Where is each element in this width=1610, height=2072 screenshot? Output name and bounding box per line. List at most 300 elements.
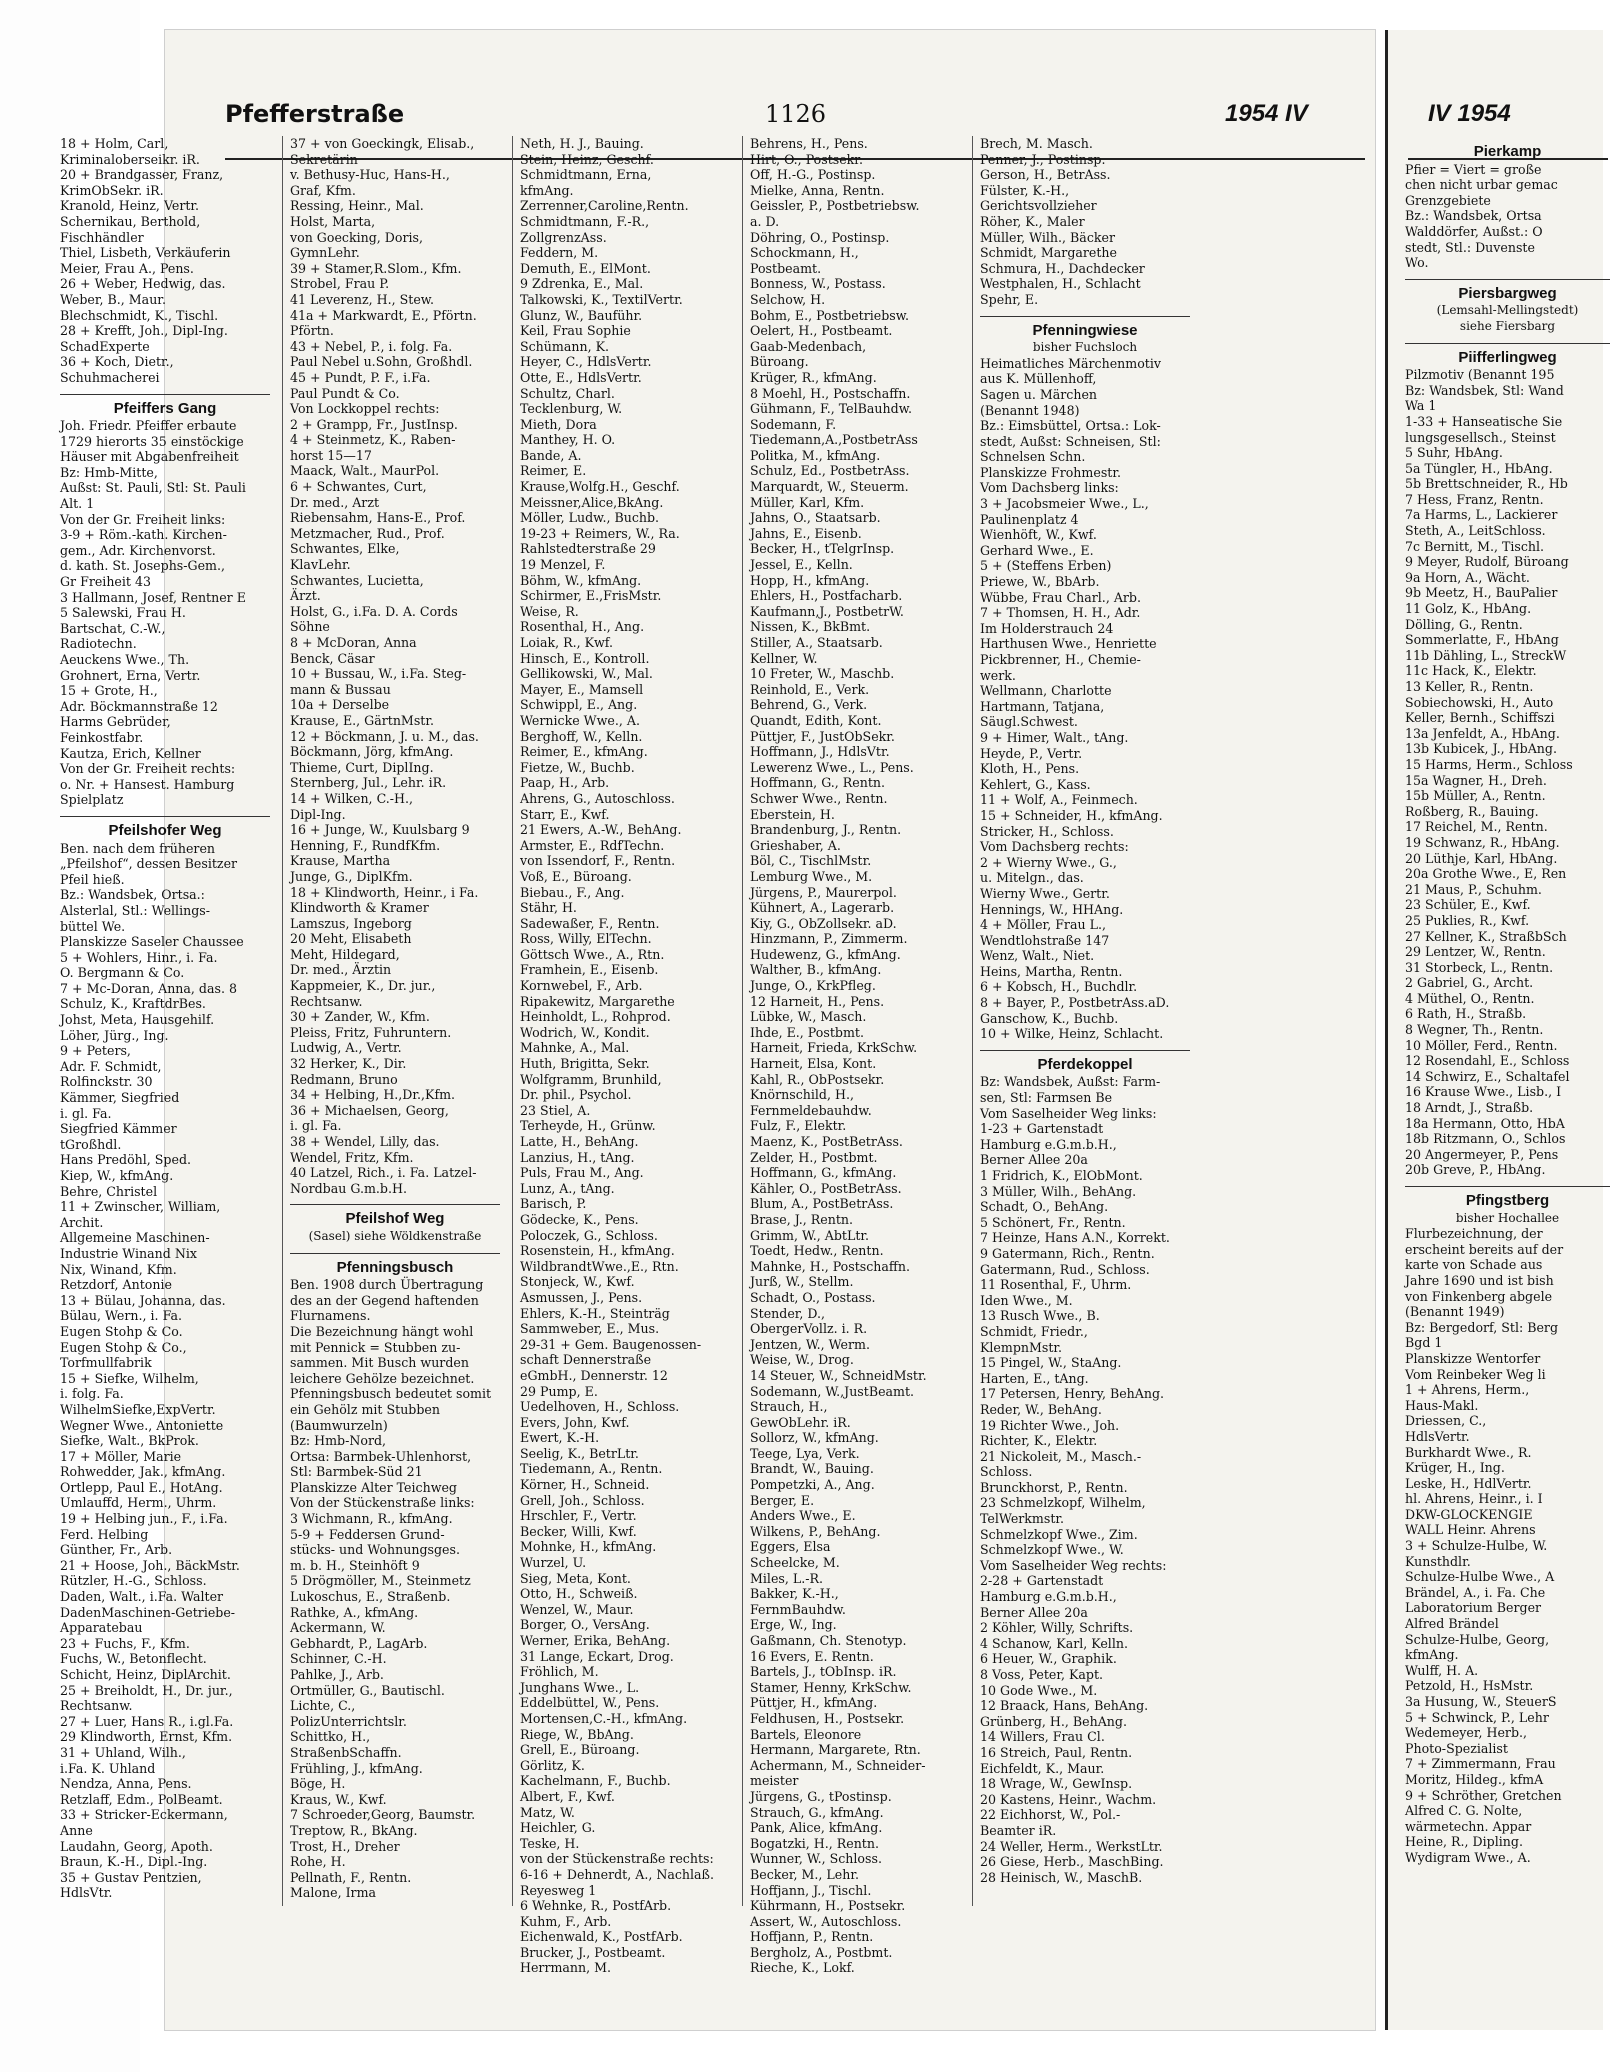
directory-entry: Eggers, Elsa (750, 1539, 831, 1555)
directory-entry: 26 Giese, Herb., MaschBing. (980, 1854, 1164, 1870)
directory-entry: Photo-Spezialist (1405, 1740, 1508, 1756)
directory-entry: Zelder, H., Postbmt. (750, 1149, 878, 1165)
directory-entry: Sodemann, W.,JustBeamt. (750, 1383, 915, 1399)
directory-entry: Wydigram Wwe., A. (1405, 1849, 1531, 1865)
directory-entry: Bz.: Eimsbüttel, Ortsa.: Lok- (980, 418, 1161, 434)
directory-entry: 15b Müller, A., Rentn. (1405, 788, 1546, 804)
directory-entry: Laudahn, Georg, Apoth. (60, 1838, 213, 1854)
directory-entry: Kührmann, H., Postsekr. (750, 1898, 906, 1914)
directory-entry: Krause, Martha (290, 853, 391, 869)
directory-entry: Blum, A., PostBetrAss. (750, 1196, 894, 1212)
directory-entry: Kiep, W., kfmAng. (60, 1168, 174, 1183)
directory-entry: 31 Storbeck, L., Rentn. (1405, 959, 1554, 975)
directory-entry: Gebhardt, P., LagArb. (290, 1635, 428, 1651)
directory-entry: 34 + Helbing, H.,Dr.,Kfm. (290, 1087, 456, 1103)
directory-entry: 3 + Jacobsmeier Wwe., L., (980, 496, 1149, 512)
directory-entry: Pfeil hieß. (60, 871, 125, 887)
directory-entry: Riege, W., BbAng. (520, 1726, 634, 1742)
directory-entry: Strobel, Frau P. (290, 276, 390, 292)
directory-entry: Vom Dachsberg rechts: (980, 839, 1129, 855)
directory-entry: Albert, F., Kwf. (520, 1788, 615, 1804)
directory-entry: Gerson, H., BetrAss. (980, 167, 1111, 183)
directory-entry: Bz.: Wandsbek, Ortsa (1405, 208, 1542, 224)
directory-entry: 7 + Zimmermann, Frau (1405, 1756, 1556, 1772)
directory-entry: Anders Wwe., E. (750, 1508, 856, 1524)
directory-entry: Ahrens, G., Autoschloss. (520, 790, 675, 806)
directory-entry: Bgd 1 (1405, 1335, 1443, 1351)
directory-entry: 19-23 + Reimers, W., Ra. (520, 525, 680, 541)
directory-entry: 6 + Kobsch, H., Buchdlr. (980, 979, 1138, 995)
directory-entry: 20 Meht, Elisabeth (290, 931, 412, 947)
directory-entry: Eugen Stohp & Co. (60, 1323, 183, 1339)
directory-entry: Schwippl, E., Ang. (520, 697, 638, 713)
directory-entry: Bz: Hmb-Mitte, (60, 464, 158, 480)
directory-entry: i. gl. Fa. (60, 1105, 112, 1121)
directory-entry: GymnLehr. (290, 245, 360, 261)
directory-entry: Sternberg, Jul., Lehr. iR. (290, 775, 447, 791)
directory-entry: 9 Gatermann, Rich., Rentn. (980, 1245, 1155, 1261)
column-6 (1405, 136, 1610, 1906)
directory-entry: Von der Gr. Freiheit links: (60, 511, 226, 527)
directory-entry: Schinner, C.-H. (290, 1651, 387, 1667)
directory-entry: 11 Golz, K., HbAng. (1405, 601, 1532, 617)
directory-entry: Loiak, R., Kwf. (520, 635, 614, 650)
directory-entry: Kappmeier, K., Dr. jur., (290, 978, 436, 994)
directory-entry: Pfier = Viert = große (1405, 161, 1542, 177)
directory-entry: Vom Reinbeker Weg li (1405, 1366, 1546, 1382)
directory-entry: Pickbrenner, H., Chemie- (980, 652, 1141, 667)
directory-entry: Heimatliches Märchenmotiv (980, 355, 1161, 371)
directory-entry: Harneit, Elsa, Kont. (750, 1056, 877, 1072)
directory-entry: 18 Arndt, J., Straßb. (1405, 1100, 1534, 1116)
directory-entry: Schmelzkopf Wwe., W. (980, 1542, 1124, 1558)
directory-entry: Die Bezeichnung hängt wohl (290, 1323, 474, 1339)
directory-entry: Torfmullfabrik (60, 1355, 152, 1371)
directory-entry: Wo. (1405, 255, 1429, 271)
directory-entry: Latte, H., BehAng. (520, 1134, 639, 1149)
directory-entry: Zerrenner,Caroline,Rentn. (520, 198, 689, 214)
directory-entry: Heyde, P., Vertr. (980, 745, 1083, 761)
directory-entry: Siefke, Walt., BkProk. (60, 1433, 199, 1449)
directory-entry: Harten, E., tAng. (980, 1370, 1089, 1386)
directory-entry: (Baumwurzeln) (290, 1417, 388, 1433)
directory-entry: Bz.: Wandsbek, Ortsa.: (60, 887, 205, 903)
directory-entry: Becker, M., Lehr. (750, 1866, 859, 1882)
directory-entry: 11 + Wolf, A., Feinmech. (980, 792, 1138, 808)
directory-entry: Behre, Christel (60, 1183, 158, 1199)
directory-entry: Johst, Meta, Hausgehilf. (60, 1012, 215, 1028)
directory-entry: Görlitz, K. (520, 1757, 585, 1773)
directory-entry: Schadt, O., Postass. (750, 1289, 876, 1305)
directory-entry: meister (750, 1773, 799, 1789)
directory-entry: 5b Brettschneider, R., Hb (1405, 476, 1568, 492)
directory-entry: 19 Schwanz, R., HbAng. (1405, 834, 1560, 850)
directory-entry: Hopp, H., kfmAng. (750, 572, 870, 588)
directory-entry: Sadewaßer, F., Rentn. (520, 915, 660, 931)
directory-entry: Holst, G., i.Fa. D. A. Cords (290, 603, 458, 619)
directory-entry: Wodrich, W., Kondit. (520, 1024, 650, 1040)
directory-entry: Wierny Wwe., Gertr. (980, 885, 1110, 901)
directory-entry: Stähr, H. (520, 900, 577, 916)
directory-entry: Krause,Wolfg.H., Geschf. (520, 479, 680, 495)
directory-entry: 9 + Peters, (60, 1043, 131, 1059)
directory-entry: WildbrandtWwe.,E., Rtn. (520, 1258, 679, 1274)
directory-entry: Alt. 1 (60, 496, 95, 512)
directory-entry: Huth, Brigitta, Sekr. (520, 1056, 650, 1072)
directory-entry: 9 Meyer, Rudolf, Büroang (1405, 554, 1569, 570)
street-subheading: bisher Hochallee (1455, 1210, 1560, 1225)
street-heading: Pfeilshofer Weg (60, 816, 270, 839)
directory-entry: 18a Hermann, Otto, HbA (1405, 1115, 1565, 1131)
directory-entry: Lemburg Wwe., M. (750, 868, 873, 884)
directory-entry: 5 + Wohlers, Hinr., i. Fa. (60, 949, 218, 965)
directory-entry: 10 Möller, Ferd., Rentn. (1405, 1037, 1558, 1053)
directory-entry: 6-16 + Dehnerdt, A., Nachlaß. (520, 1866, 714, 1882)
directory-entry: Rohwedder, Jak., kfmAng. (60, 1464, 226, 1480)
directory-entry: Starr, E., Kwf. (520, 806, 610, 822)
column-divider (512, 136, 513, 1906)
directory-entry: Steth, A., LeitSchloss. (1405, 523, 1546, 539)
directory-entry: 32 Herker, K., Dir. (290, 1056, 407, 1072)
directory-entry: Kraus, W., Kwf. (290, 1791, 387, 1807)
directory-entry: 20 + Brandgasser, Franz, (60, 167, 224, 183)
directory-entry: Schulze-Hulbe, Georg, (1405, 1631, 1550, 1647)
directory-entry: Grohnert, Erna, Vertr. (60, 667, 201, 683)
directory-entry: 14 Willers, Frau Cl. (980, 1729, 1105, 1745)
directory-entry: Terheyde, H., Grünw. (520, 1118, 656, 1134)
directory-entry: Frühling, J., kfmAng. (290, 1760, 423, 1776)
directory-entry: Wulff, H. A. (1405, 1662, 1479, 1678)
directory-entry: Puls, Frau M., Ang. (520, 1165, 644, 1181)
directory-entry: Sobiechowski, H., Auto (1405, 694, 1554, 710)
directory-entry: Henning, F., RundfKfm. (290, 837, 441, 853)
directory-entry: 7c Bernitt, M., Tischl. (1405, 538, 1545, 554)
directory-entry: Reimer, E. (520, 463, 587, 479)
directory-entry: Außst: St. Pauli, Stl: St. Pauli (60, 480, 246, 496)
directory-entry: Schernikau, Berthold, (60, 213, 201, 229)
directory-entry: 5-9 + Feddersen Grund- (290, 1526, 445, 1542)
directory-entry: Brunckhorst, P., Rentn. (980, 1479, 1128, 1495)
directory-entry: Brucker, J., Postbeamt. (520, 1944, 666, 1960)
street-subheading: bisher Fuchsloch (1032, 340, 1138, 355)
directory-entry: Alfred Brändel (1405, 1616, 1499, 1632)
directory-entry: Grell, Joh., Schloss. (520, 1492, 645, 1508)
directory-entry: Dr. med., Arzt (290, 494, 380, 510)
directory-entry: 28 Heinisch, W., MaschB. (980, 1869, 1143, 1885)
directory-entry: 5a Tüngler, H., HbAng. (1405, 460, 1553, 476)
directory-entry: Grünberg, H., BehAng. (980, 1713, 1127, 1729)
directory-entry: Mortensen,C.-H., kfmAng. (520, 1710, 688, 1726)
column-1 (60, 136, 270, 1906)
directory-entry: Paulinenplatz 4 (980, 511, 1079, 527)
directory-entry: Meissner,Alice,BkAng. (520, 494, 664, 510)
directory-entry: Schmidt, Margarethe (980, 245, 1117, 261)
directory-entry: Spielplatz (60, 792, 124, 808)
column-2 (290, 136, 500, 1906)
directory-entry: Berger, E. (750, 1492, 815, 1508)
directory-entry: Wellmann, Charlotte (980, 683, 1112, 699)
directory-entry: Von der Gr. Freiheit rechts: (60, 761, 236, 777)
directory-entry: Rosenstein, H., kfmAng. (520, 1243, 675, 1259)
directory-entry: KrimObSekr. iR. (60, 182, 164, 198)
directory-entry: Kornwebel, F., Arb. (520, 978, 643, 994)
directory-entry: Jürgens, P., Maurerpol. (750, 884, 897, 900)
directory-entry: Rolfinckstr. 30 (60, 1074, 153, 1090)
directory-entry: Brandenburg, J., Rentn. (750, 822, 902, 838)
directory-entry: Bz: Hmb-Nord, (290, 1433, 387, 1449)
directory-entry: o. Nr. + Hansest. Hamburg (60, 776, 235, 792)
directory-entry: Holst, Marta, (290, 213, 376, 229)
directory-entry: Laboratorium Berger (1405, 1600, 1542, 1616)
directory-entry: 35 + Gustav Pentzien, (60, 1869, 202, 1885)
directory-entry: Kaufmann,J., PostbetrW. (750, 603, 904, 619)
directory-entry: Lübke, W., Masch. (750, 1009, 867, 1025)
directory-entry: 18 Wrage, W., GewInsp. (980, 1776, 1133, 1792)
directory-entry: 2-28 + Gartenstadt (980, 1573, 1104, 1589)
directory-entry: Schmidt, Friedr., (980, 1323, 1088, 1339)
street-heading: Pfenningwiese (980, 316, 1190, 339)
directory-entry: Haus-Makl. (1405, 1397, 1479, 1413)
directory-entry: Apparatebau (60, 1620, 143, 1636)
directory-entry: Grimm, W., AbtLtr. (750, 1227, 870, 1243)
directory-entry: 17 + Möller, Marie (60, 1448, 182, 1464)
directory-entry: Oelert, H., Postbeamt. (750, 323, 893, 339)
directory-entry: Nendza, Anna, Pens. (60, 1776, 192, 1792)
directory-entry: Krüger, R., kfmAng. (750, 369, 877, 385)
directory-entry: 7 Heinze, Hans A.N., Korrekt. (980, 1230, 1170, 1246)
directory-entry: Stricker, H., Schloss. (980, 823, 1114, 839)
directory-entry: a. D. (750, 213, 780, 229)
directory-entry: Tiedemann, A., Rentn. (520, 1461, 663, 1477)
directory-entry: 6 Heuer, W., Graphik. (980, 1651, 1117, 1667)
directory-entry: 23 Schüler, E., Kwf. (1405, 897, 1531, 913)
street-heading: Pierkamp (1473, 143, 1542, 160)
directory-entry: Thiel, Lisbeth, Verkäuferin (60, 245, 231, 261)
directory-entry: 6 Rath, H., Straßb. (1405, 1006, 1527, 1022)
directory-entry: Lanzius, H., tAng. (520, 1149, 635, 1165)
directory-entry: Becker, H., tTelgrInsp. (750, 541, 895, 557)
street-heading: Pfenningsbusch (290, 1253, 500, 1276)
directory-entry: Ackermann, W. (290, 1620, 386, 1636)
directory-entry: Mohnke, H., kfmAng. (520, 1539, 657, 1555)
directory-entry: hl. Ahrens, Heinr., i. I (1405, 1491, 1543, 1507)
directory-entry: 4 Schanow, Karl, Kelln. (980, 1635, 1128, 1651)
directory-entry: 37 + von Goeckingk, Elisab., (290, 136, 475, 151)
directory-entry: Teege, Lya, Verk. (750, 1445, 860, 1461)
page-street-header: Pfefferstraße (225, 100, 405, 128)
directory-entry: DadenMaschinen-Getriebe- (60, 1604, 236, 1620)
directory-entry: Böl, C., TischlMstr. (750, 853, 872, 869)
directory-entry: 11c Hack, K., Elektr. (1405, 663, 1537, 679)
directory-entry: Paul Pundt & Co. (290, 385, 400, 401)
directory-entry: Söhne (290, 619, 330, 635)
directory-entry: Paap, H., Arb. (520, 775, 610, 791)
directory-entry: Adr. F. Schmidt, (60, 1058, 162, 1074)
directory-entry: Driessen, C., (1405, 1413, 1487, 1429)
directory-entry: (Benannt 1948) (980, 402, 1080, 418)
directory-entry: Otte, E., HdlsVertr. (520, 369, 642, 385)
directory-entry: Dr. med., Ärztin (290, 962, 392, 978)
directory-entry: 16 Evers, E. Rentn. (750, 1648, 874, 1664)
directory-entry: Gaab-Medenbach, (750, 338, 867, 354)
directory-entry: Maack, Walt., MaurPol. (290, 463, 440, 479)
directory-entry: 9 Zdrenka, E., Mal. (520, 276, 644, 292)
directory-entry: Sekretärin (290, 151, 358, 167)
directory-entry: Brandt, W., Bauing. (750, 1461, 874, 1477)
directory-entry: 7 Schroeder,Georg, Baumstr. (290, 1807, 476, 1823)
directory-entry: 16 Streich, Paul, Rentn. (980, 1744, 1133, 1760)
directory-entry: 27 + Luer, Hans R., i.gl.Fa. (60, 1713, 234, 1729)
directory-entry: Grieshaber, A. (750, 837, 841, 853)
directory-entry: Jürgens, G., tPostinsp. (750, 1788, 892, 1804)
directory-entry: Sommerlatte, F., HbAng (1405, 632, 1559, 648)
directory-entry: StraßenbSchaffn. (290, 1744, 402, 1760)
directory-entry: Assert, W., Autoschloss. (750, 1913, 902, 1929)
directory-entry: 4 Müthel, O., Rentn. (1405, 990, 1535, 1006)
directory-entry: Feldhusen, H., Postsekr. (750, 1710, 905, 1726)
directory-entry: Pahlke, J., Arb. (290, 1667, 384, 1682)
directory-entry: Meier, Frau A., Pens. (60, 260, 194, 276)
directory-entry: Schwer Wwe., Rentn. (750, 790, 888, 806)
directory-entry: Lichte, C., (290, 1698, 356, 1714)
directory-entry: Jurß, W., Stellm. (750, 1274, 854, 1290)
directory-entry: Kämmer, Siegfried (60, 1090, 180, 1106)
directory-entry: WilhelmSiefke,ExpVertr. (60, 1401, 216, 1417)
directory-entry: Biebau., F., Ang. (520, 884, 625, 900)
directory-entry: Braun, K.-H., Dipl.-Ing. (60, 1854, 208, 1870)
directory-entry: Möller, Ludw., Buchb. (520, 510, 660, 526)
directory-entry: Hoffmann, G., kfmAng. (750, 1165, 897, 1181)
directory-entry: Schmelzkopf Wwe., Zim. (980, 1526, 1138, 1542)
directory-entry: Kühnert, A., Lagerarb. (750, 900, 895, 916)
directory-entry: Stonjeck, W., Kwf. (520, 1274, 635, 1290)
directory-entry: 15 + Grote, H., (60, 683, 158, 699)
directory-entry: 21 Ewers, A.-W., BehAng. (520, 822, 682, 838)
directory-entry: Kunsthdlr. (1405, 1553, 1471, 1569)
directory-entry: 5 + Schwinck, P., Lehr (1405, 1709, 1549, 1725)
directory-entry: erscheint bereits auf der (1405, 1241, 1564, 1257)
directory-entry: Priewe, W., BbArb. (980, 574, 1100, 590)
directory-entry: v. Bethusy-Huc, Hans-H., (290, 167, 450, 183)
directory-entry: WALL Heinr. Ahrens (1405, 1522, 1536, 1538)
directory-entry: Rohe, H. (290, 1854, 346, 1870)
directory-entry: 15 Pingel, W., StaAng. (980, 1355, 1122, 1371)
directory-entry: 3 + Schulze-Hulbe, W. (1405, 1538, 1548, 1554)
directory-entry: Pank, Alice, kfmAng. (750, 1820, 883, 1836)
directory-entry: Kellner, W. (750, 650, 818, 666)
directory-entry: DKW-GLOCKENGIE (1405, 1506, 1533, 1522)
directory-entry: Walddörfer, Außst.: O (1405, 223, 1543, 239)
directory-entry: 13 Rusch Wwe., B. (980, 1308, 1100, 1324)
directory-entry: horst 15—17 (290, 447, 372, 463)
directory-entry: 12 Braack, Hans, BehAng. (980, 1698, 1149, 1714)
directory-entry: 26 + Weber, Hedwig, das. (60, 276, 226, 292)
directory-entry: Gaßmann, Ch. Stenotyp. (750, 1633, 907, 1648)
directory-entry: 2 Gabriel, G., Archt. (1405, 975, 1534, 991)
directory-entry: 18 + Holm, Carl, (60, 136, 169, 151)
directory-entry: 39 + Stamer,R.Slom., Kfm. (290, 260, 462, 276)
directory-entry: Kehlert, G., Kass. (980, 776, 1091, 792)
directory-entry: Rathke, A., kfmAng. (290, 1604, 419, 1620)
directory-entry: Richter, K., Elektr. (980, 1433, 1098, 1449)
directory-entry: Daden, Walt., i.Fa. Walter (60, 1589, 224, 1605)
directory-entry: Bogatzki, H., Rentn. (750, 1835, 879, 1851)
directory-entry: Reyesweg 1 (520, 1882, 597, 1898)
directory-entry: Ehlers, K.-H., Steinträg (520, 1305, 670, 1321)
directory-entry: 3 Hallmann, Josef, Rentner E (60, 589, 246, 605)
directory-entry: tGroßhdl. (60, 1136, 122, 1152)
directory-entry: 1 + Ahrens, Herm., (1405, 1382, 1530, 1398)
directory-entry: Ehlers, H., Postfacharb. (750, 588, 903, 604)
directory-entry: aus K. Müllenhoff, (980, 371, 1097, 387)
directory-entry: 5 Schönert, Fr., Rentn. (980, 1214, 1126, 1230)
directory-entry: Neth, H. J., Bauing. (520, 136, 644, 151)
directory-entry: 9 + Schröther, Gretchen (1405, 1787, 1562, 1803)
directory-entry: 16 + Junge, W., Kuulsbarg 9 (290, 822, 470, 838)
directory-entry: Trost, H., Dreher (290, 1838, 400, 1854)
directory-entry: Politka, M., kfmAng. (750, 447, 881, 463)
directory-entry: Fuchs, W., Betonflecht. (60, 1651, 207, 1667)
directory-entry: 18b Ritzmann, O., Schlos (1405, 1131, 1566, 1147)
directory-entry: Mieth, Dora (520, 416, 597, 432)
directory-entry: Schulze-Hulbe Wwe., A (1405, 1569, 1555, 1585)
directory-entry: Behrens, H., Pens. (750, 136, 868, 151)
directory-entry: 38 + Wendel, Lilly, das. (290, 1134, 440, 1149)
directory-entry: von Goecking, Doris, (290, 229, 423, 245)
directory-entry: stedt, Stl.: Duvenste (1405, 239, 1535, 255)
directory-entry: Günther, Fr., Arb. (60, 1542, 173, 1558)
directory-entry: Barisch, P. (520, 1196, 587, 1212)
directory-entry: 10 Freter, W., Maschb. (750, 666, 895, 682)
directory-entry: 6 + Schwantes, Curt, (290, 479, 427, 495)
directory-entry: 5 Salewski, Frau H. (60, 605, 186, 621)
directory-entry: Püttjer, H., kfmAng. (750, 1695, 878, 1711)
directory-entry: 19 + Helbing jun., F., i.Fa. (60, 1511, 228, 1527)
directory-entry: 13 + Bülau, Johanna, das. (60, 1292, 226, 1308)
directory-entry: Grenzgebiete (1405, 192, 1491, 208)
directory-entry: Fülster, K.-H., (980, 182, 1070, 198)
directory-entry: Siegfried Kämmer (60, 1121, 177, 1137)
directory-entry: 20b Greve, P., HbAng. (1405, 1162, 1546, 1178)
directory-entry: sammen. Mit Busch wurden (290, 1355, 469, 1371)
directory-entry: O. Bergmann & Co. (60, 965, 185, 981)
directory-entry: 12 Harneit, H., Pens. (750, 993, 885, 1009)
directory-entry: Mahnke, A., Mal. (520, 1040, 630, 1056)
directory-entry: Eugen Stohp & Co., (60, 1339, 187, 1355)
directory-entry: Redmann, Bruno (290, 1071, 398, 1087)
directory-entry: Wilkens, P., BehAng. (750, 1523, 881, 1539)
directory-entry: Wenz, Walt., Niet. (980, 948, 1095, 964)
directory-entry: sen, Stl: Farmsen Be (980, 1090, 1113, 1106)
street-heading: Pfingstberg (1405, 1186, 1610, 1209)
directory-entry: Wolfgramm, Brunhild, (520, 1071, 662, 1087)
directory-entry: Wübbe, Frau Charl., Arb. (980, 589, 1142, 605)
directory-entry: Ihde, E., Postbmt. (750, 1024, 864, 1040)
directory-entry: Alsterlal, Stl.: Wellings- (60, 902, 210, 918)
directory-entry: Gödecke, K., Pens. (520, 1211, 639, 1227)
directory-entry: Tecklenburg, W. (520, 401, 623, 417)
column-divider (972, 136, 973, 1906)
directory-entry: von Finkenberg abgele (1405, 1288, 1553, 1304)
directory-entry: d. kath. St. Josephs-Gem., (60, 558, 225, 574)
directory-entry: chen nicht urbar gemac (1405, 177, 1558, 193)
directory-entry: 40 Latzel, Rich., i. Fa. Latzel- (290, 1165, 477, 1181)
directory-entry: 17 Petersen, Henry, BehAng. (980, 1386, 1165, 1402)
directory-entry: Beamter iR. (980, 1822, 1057, 1838)
directory-entry: Hoffmann, J., HdlsVtr. (750, 744, 890, 760)
directory-entry: Matz, W. (520, 1804, 575, 1820)
directory-entry: Junge, G., DiplKfm. (290, 868, 413, 884)
